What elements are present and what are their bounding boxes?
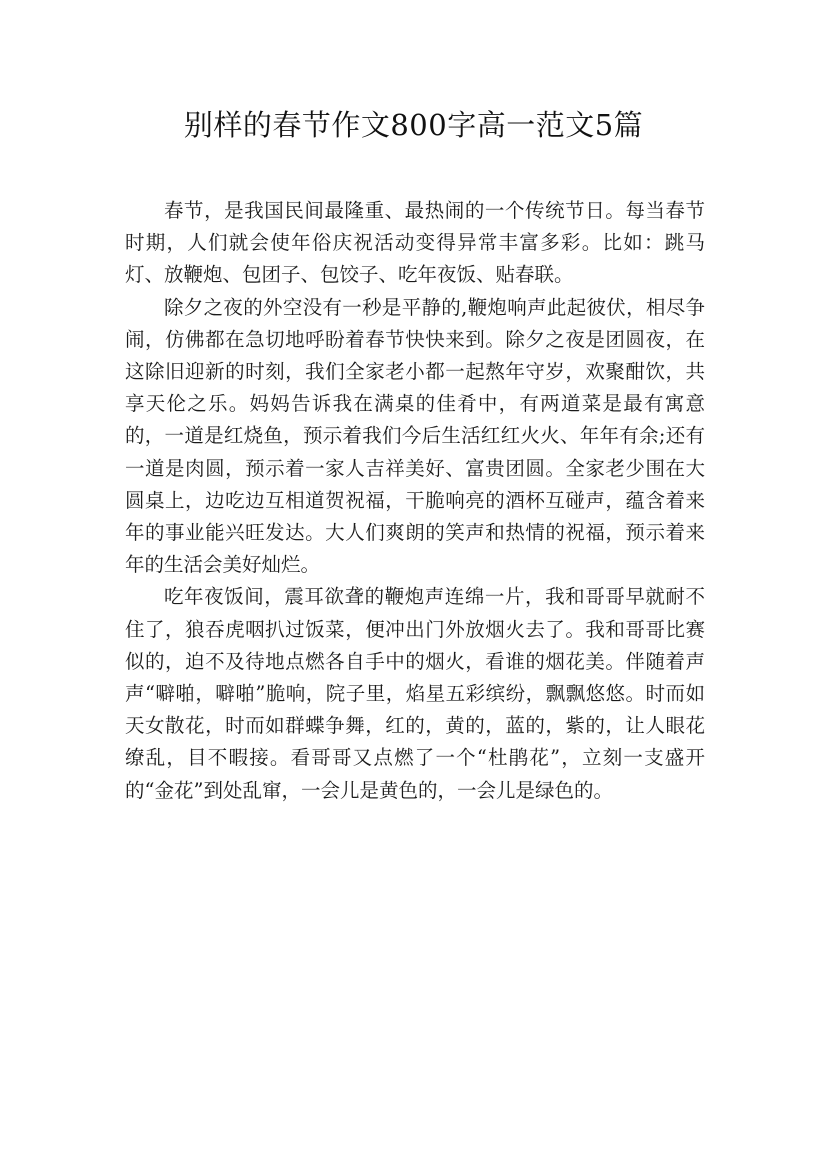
document-body [125,195,705,807]
paragraph-3: 吃年夜饭间，震耳欲聋的鞭炮声连绵一片，我和哥哥早就耐不住了，狼吞虎咽扒过饭菜，便冲出门外放烟火去了。我和哥哥比赛似的，迫不及待地点燃各自手中的烟火，看谁的烟花美。伴随着声声“噼啪，噼啪”脆响，院子里，焰星五彩缤纷，飘飘悠悠。时而如天女散花，时而如群蝶争舞，红的，黄的，蓝的，紫的，让人眼花缭乱，目不暇接。看哥哥又点燃了一个“杜鹃花”，立刻一支盛开的“金花”到处乱窜，一会儿是黄色的，一会儿是绿色的。 [125,585,705,802]
document-title: 别样的春节作文800字高一范文5篇 [183,108,644,142]
paragraph-1: 春节，是我国民间最隆重、最热闹的一个传统节日。每当春节时期，人们就会使年俗庆祝活动变得异常丰富多彩。比如：跳马灯、放鞭炮、包团子、包饺子、吃年夜饭、贴春联。 [125,199,705,287]
paragraph-2: 除夕之夜的外空没有一秒是平静的,鞭炮响声此起彼伏，相尽争闹，仿佛都在急切地呼盼着春节快快来到。除夕之夜是团圆夜，在这除旧迎新的时刻，我们全家老小都一起熬年守岁，欢聚酣饮，共享天伦之乐。妈妈告诉我在满桌的佳肴中，有两道菜是最有寓意的，一道是红烧鱼，预示着我们今后生活红红火火、年年有余;还有一道是肉圆，预示着一家人吉祥美好、富贵团圆。全家老少围在大圆桌上，边吃边互相道贺祝福，干脆响亮的酒杯互碰声，蕴含着来年的事业能兴旺发达。大人们爽朗的笑声和热情的祝福，预示着来年的生活会美好灿烂。 [125,295,705,577]
